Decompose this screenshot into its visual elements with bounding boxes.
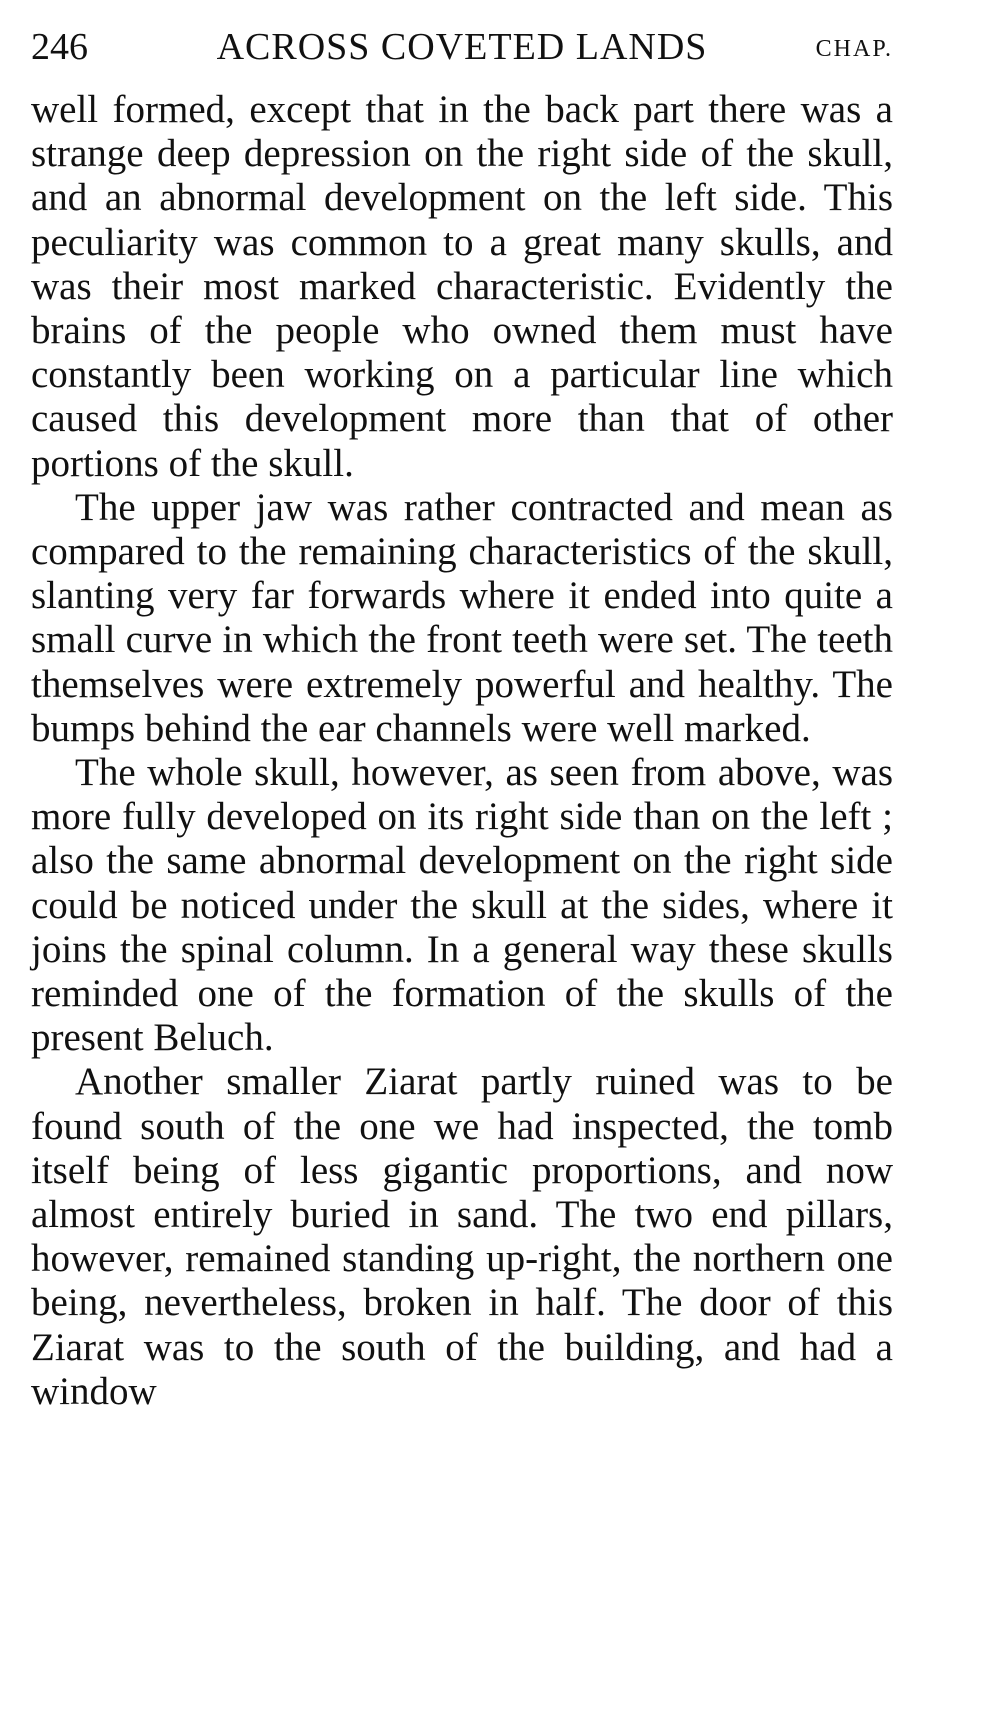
body-text bbox=[31, 88, 893, 1414]
running-head bbox=[31, 14, 893, 80]
paragraph-4: Another smaller Ziarat partly ruined was to be found south of the one we had inspected, the tomb itself being of less gigantic proportions, and now almost entirely buried in sand. The two end pillars, however, remained standing up-right, the northern one being, nevertheless, broken in half. The door of this Ziarat was to the south of the building, and had a window bbox=[31, 1060, 893, 1413]
chapter-label: CHAP. bbox=[815, 36, 893, 62]
book-page bbox=[31, 14, 893, 1414]
page-number: 246 bbox=[31, 26, 88, 68]
paragraph-1: well formed, except that in the back part there was a strange deep depression on the right side of the skull, and an abnormal development on the left side. This peculiarity was common to a great many skulls, and was their most marked characteristic. Evidently the brains of the people who owned them must have constantly been working on a particular line which caused this development more than that of other portions of the skull. bbox=[31, 88, 893, 485]
paragraph-2: The upper jaw was rather contracted and mean as compared to the remaining characteristics of the skull, slanting very far forwards where it ended into quite a small curve in which the front teeth were set. The teeth themselves were extremely powerful and healthy. The bumps behind the ear channels were well marked. bbox=[31, 485, 893, 750]
running-title: ACROSS COVETED LANDS bbox=[216, 26, 708, 68]
paragraph-3: The whole skull, however, as seen from above, was more fully developed on its right side than on the left ; also the same abnormal development on the right side could be noticed under the skull at the sides, where it joins the spinal column. In a general way these skulls reminded one of the formation of the skulls of the present Beluch. bbox=[31, 751, 893, 1060]
